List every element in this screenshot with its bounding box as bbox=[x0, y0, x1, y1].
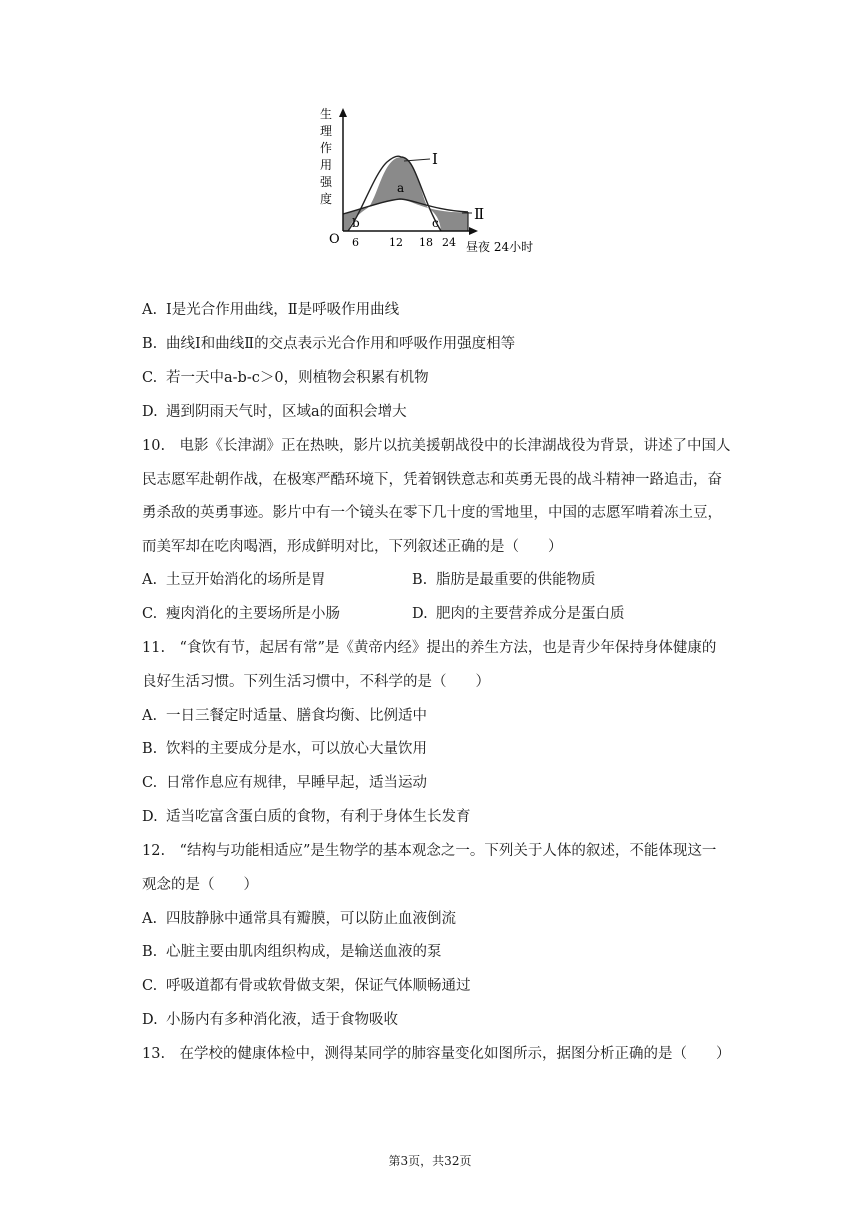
q10-option-a: A. 土豆开始消化的场所是胃 bbox=[142, 572, 326, 588]
q9-option-c: C. 若一天中a-b-c＞0，则植物会积累有机物 bbox=[142, 370, 429, 386]
q11-stem-line: 11. “食饮有节，起居有常”是《黄帝内经》提出的养生方法，也是青少年保持身体健康的 bbox=[142, 640, 717, 656]
q10-option-d: D. 肥肉的主要营养成分是蛋白质 bbox=[412, 606, 625, 622]
photosynthesis-respiration-figure bbox=[312, 100, 548, 260]
q12-option-a: A. 四肢静脉中通常具有瓣膜，可以防止血液倒流 bbox=[142, 911, 456, 927]
q9-option-a: A. Ⅰ是光合作用曲线，Ⅱ是呼吸作用曲线 bbox=[142, 302, 400, 318]
q9-option-d: D. 遇到阴雨天气时，区域a的面积会增大 bbox=[142, 404, 407, 420]
xtick-label: 24 bbox=[442, 236, 456, 249]
q10-stem-line: 民志愿军赴朝作战，在极寒严酷环境下，凭着钢铁意志和英勇无畏的战斗精神一路追击，奋 bbox=[142, 472, 722, 488]
q10-stem-line: 而美军却在吃肉喝酒，形成鲜明对比，下列叙述正确的是（ ） bbox=[142, 539, 563, 555]
xtick-label: 12 bbox=[389, 236, 403, 249]
q12-stem-line: 12. “结构与功能相适应”是生物学的基本观念之一。下列关于人体的叙述，不能体现这一 bbox=[142, 843, 717, 859]
ylabel-char: 理 bbox=[320, 124, 333, 138]
q11-option-d: D. 适当吃富含蛋白质的食物，有利于身体生长发育 bbox=[142, 809, 471, 825]
q12-option-d: D. 小肠内有多种消化液，适于食物吸收 bbox=[142, 1012, 398, 1028]
q12-option-c: C. 呼吸道都有骨或软骨做支架，保证气体顺畅通过 bbox=[142, 978, 471, 994]
area-a-label: a bbox=[397, 181, 405, 195]
q11-option-a: A. 一日三餐定时适量、膳食均衡、比例适中 bbox=[142, 708, 427, 724]
ylabel-char: 用 bbox=[320, 158, 333, 172]
area-b-label: b bbox=[352, 216, 360, 230]
q10-stem-line: 勇杀敌的英勇事迹。影片中有一个镜头在零下几十度的雪地里，中国的志愿军啃着冻土豆， bbox=[142, 505, 722, 521]
origin-label: O bbox=[329, 232, 340, 247]
q13-stem-line: 13. 在学校的健康体检中，测得某同学的肺容量变化如图所示，据图分析正确的是（ ） bbox=[142, 1046, 731, 1062]
xtick-label: 6 bbox=[352, 236, 359, 249]
ylabel-char: 强 bbox=[320, 175, 333, 189]
q11-stem-line: 良好生活习惯。下列生活习惯中，不科学的是（ ） bbox=[142, 674, 490, 690]
curve-1-label: Ⅰ bbox=[432, 150, 438, 168]
ylabel-char: 生 bbox=[320, 107, 333, 121]
q12-option-b: B. 心脏主要由肌肉组织构成，是输送血液的泵 bbox=[142, 944, 442, 960]
area-c-label: c bbox=[432, 216, 439, 230]
figure-svg bbox=[312, 100, 548, 260]
q10-stem-line: 10. 电影《长津湖》正在热映，影片以抗美援朝战役中的长津湖战役为背景，讲述了中国人 bbox=[142, 438, 731, 454]
q10-options-row-2 bbox=[142, 604, 625, 624]
q10-option-b: B. 脂肪是最重要的供能物质 bbox=[412, 572, 596, 588]
xtick-label: 18 bbox=[419, 236, 433, 249]
q10-options-row-1 bbox=[142, 570, 596, 590]
q10-option-c: C. 瘦肉消化的主要场所是小肠 bbox=[142, 606, 340, 622]
q9-option-b: B. 曲线Ⅰ和曲线Ⅱ的交点表示光合作用和呼吸作用强度相等 bbox=[142, 336, 516, 352]
curve-2-label: Ⅱ bbox=[474, 205, 485, 223]
q11-option-b: B. 饮料的主要成分是水，可以放心大量饮用 bbox=[142, 741, 427, 757]
q11-option-c: C. 日常作息应有规律，早睡早起，适当运动 bbox=[142, 775, 427, 791]
page-number-footer: 第3页，共32页 bbox=[388, 1154, 472, 1168]
ylabel-char: 作 bbox=[320, 141, 333, 155]
ylabel-char: 度 bbox=[320, 192, 333, 206]
xaxis-label: 昼夜 24小时 bbox=[466, 240, 534, 254]
q12-stem-line: 观念的是（ ） bbox=[142, 877, 258, 893]
